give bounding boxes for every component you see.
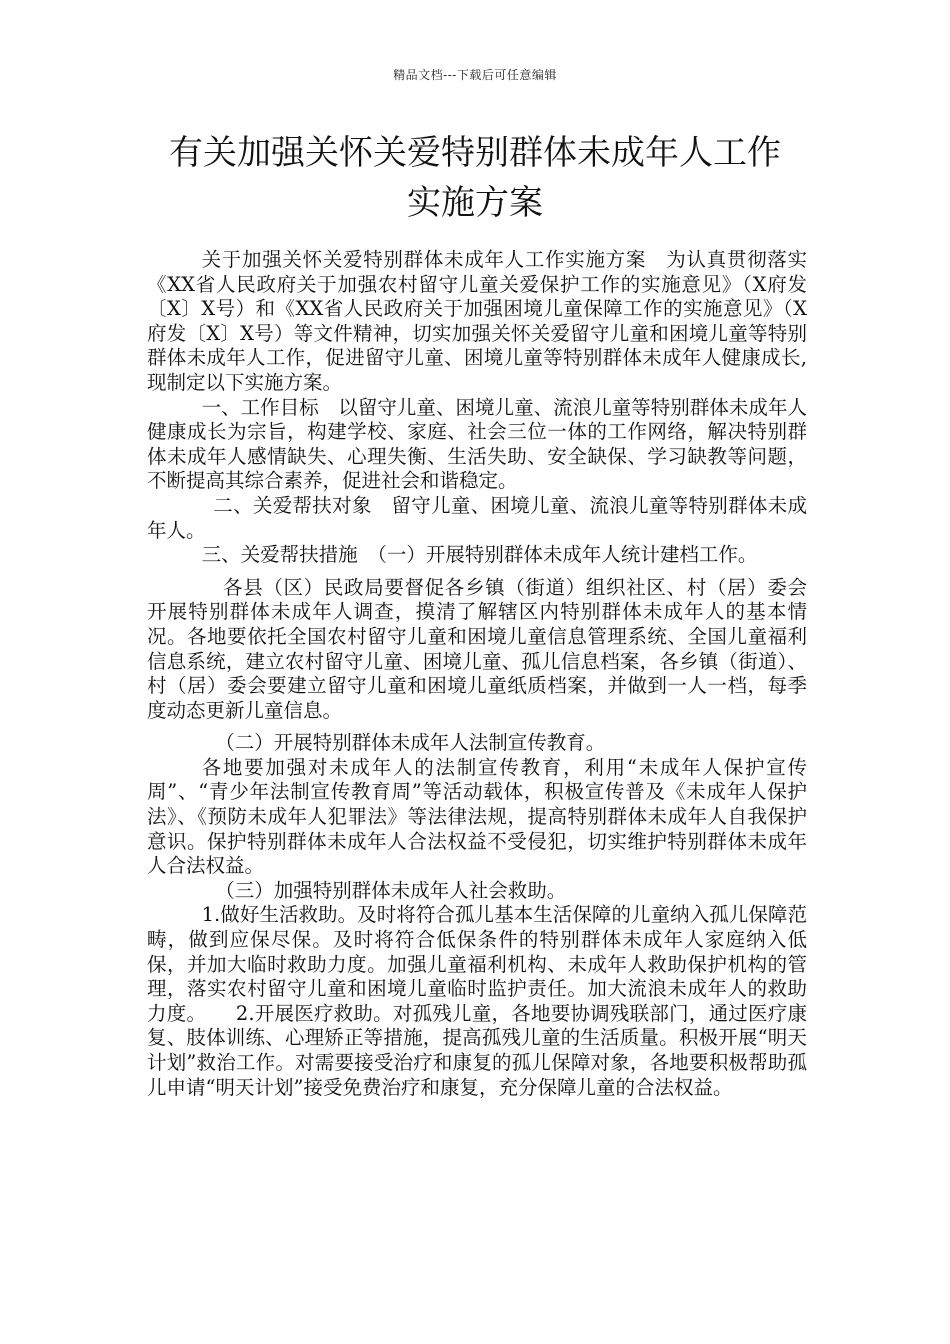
paragraph-legal-education: 各地要加强对未成年人的法制宣传教育，利用“未成年人保护宣传周”、“青少年法制宣传教育周”等活动载体，积极宣传普及《未成年人保护法》、《预防未成年人犯罪法》等法律法规，提高特别群体未成年人自我保护意识。保护特别群体未成年人合法权益不受侵犯，切实维护特别群体未成年人合法权益。: [147, 755, 807, 878]
title-line-1: 有关加强关怀关爱特别群体未成年人工作: [169, 133, 781, 173]
title-line-2: 实施方案: [407, 183, 543, 223]
paragraph-social-assistance: 1.做好生活救助。及时将符合孤儿基本生活保障的儿童纳入孤儿保障范畴，做到应保尽保。及时将符合低保条件的特别群体未成年人家庭纳入低保，并加大临时救助力度。加强儿童福利机构、未成年人救助保护机构的管理，落实农村留守儿童和困境儿童临时监护责任。加大流浪未成年人的救助力度。 2.开展医疗救助。对孤残儿童，各地要协调残联部门，通过医疗康复、肢体训练、心理矫正等措施，提高孤残儿童的生活质量。积极开展“明天计划”救治工作。对需要接受治疗和康复的孤儿保障对象，各地要积极帮助孤儿申请“明天计划”接受免费治疗和康复，充分保障儿童的合法权益。: [147, 903, 807, 1099]
paragraph-social-assistance-heading: （三）加强特别群体未成年人社会救助。: [215, 878, 567, 902]
paragraph-record-keeping: 各县（区）民政局要督促各乡镇（街道）组织社区、村（居）委会开展特别群体未成年人调查，摸清了解辖区内特别群体未成年人的基本情况。各地要依托全国农村留守儿童和困境儿童信息管理系统、全国儿童福利信息系统，建立农村留守儿童、困境儿童、孤儿信息档案，各乡镇（街道）、村（居）委会要建立留守儿童和困境儿童纸质档案，并做到一人一档，每季度动态更新儿童信息。: [147, 575, 807, 722]
document-body: [147, 248, 807, 1100]
document-title: [120, 128, 830, 228]
paragraph-legal-heading: （二）开展特别群体未成年人法制宣传教育。: [215, 731, 606, 755]
paragraph-intro: 关于加强关怀关爱特别群体未成年人工作实施方案 为认真贯彻落实《XX省人民政府关于加强农村留守儿童关爱保护工作的实施意见》（X府发〔X〕X号）和《XX省人民政府关于加强困境儿童保障工作的实施意见》（X府发〔X〕X号）等文件精神，切实加强关怀关爱留守儿童和困境儿童等特别群体未成年人工作，促进留守儿童、困境儿童等特别群体未成年人健康成长,现制定以下实施方案。: [147, 248, 807, 394]
paragraph-measures-heading: 三、关爱帮扶措施 （一）开展特别群体未成年人统计建档工作。: [201, 543, 758, 567]
header-note: 精品文档---下载后可任意编辑: [393, 68, 557, 82]
paragraph-targets: 二、关爱帮扶对象 留守儿童、困境儿童、流浪儿童等特别群体未成年人。: [147, 493, 807, 542]
paragraph-goal: 一、工作目标 以留守儿童、困境儿童、流浪儿童等特别群体未成年人健康成长为宗旨，构建学校、家庭、社会三位一体的工作网络，解决特别群体未成年人感情缺失、心理失衡、生活失助、安全缺保、学习缺教等问题，不断提高其综合素养，促进社会和谐稳定。: [147, 395, 807, 493]
